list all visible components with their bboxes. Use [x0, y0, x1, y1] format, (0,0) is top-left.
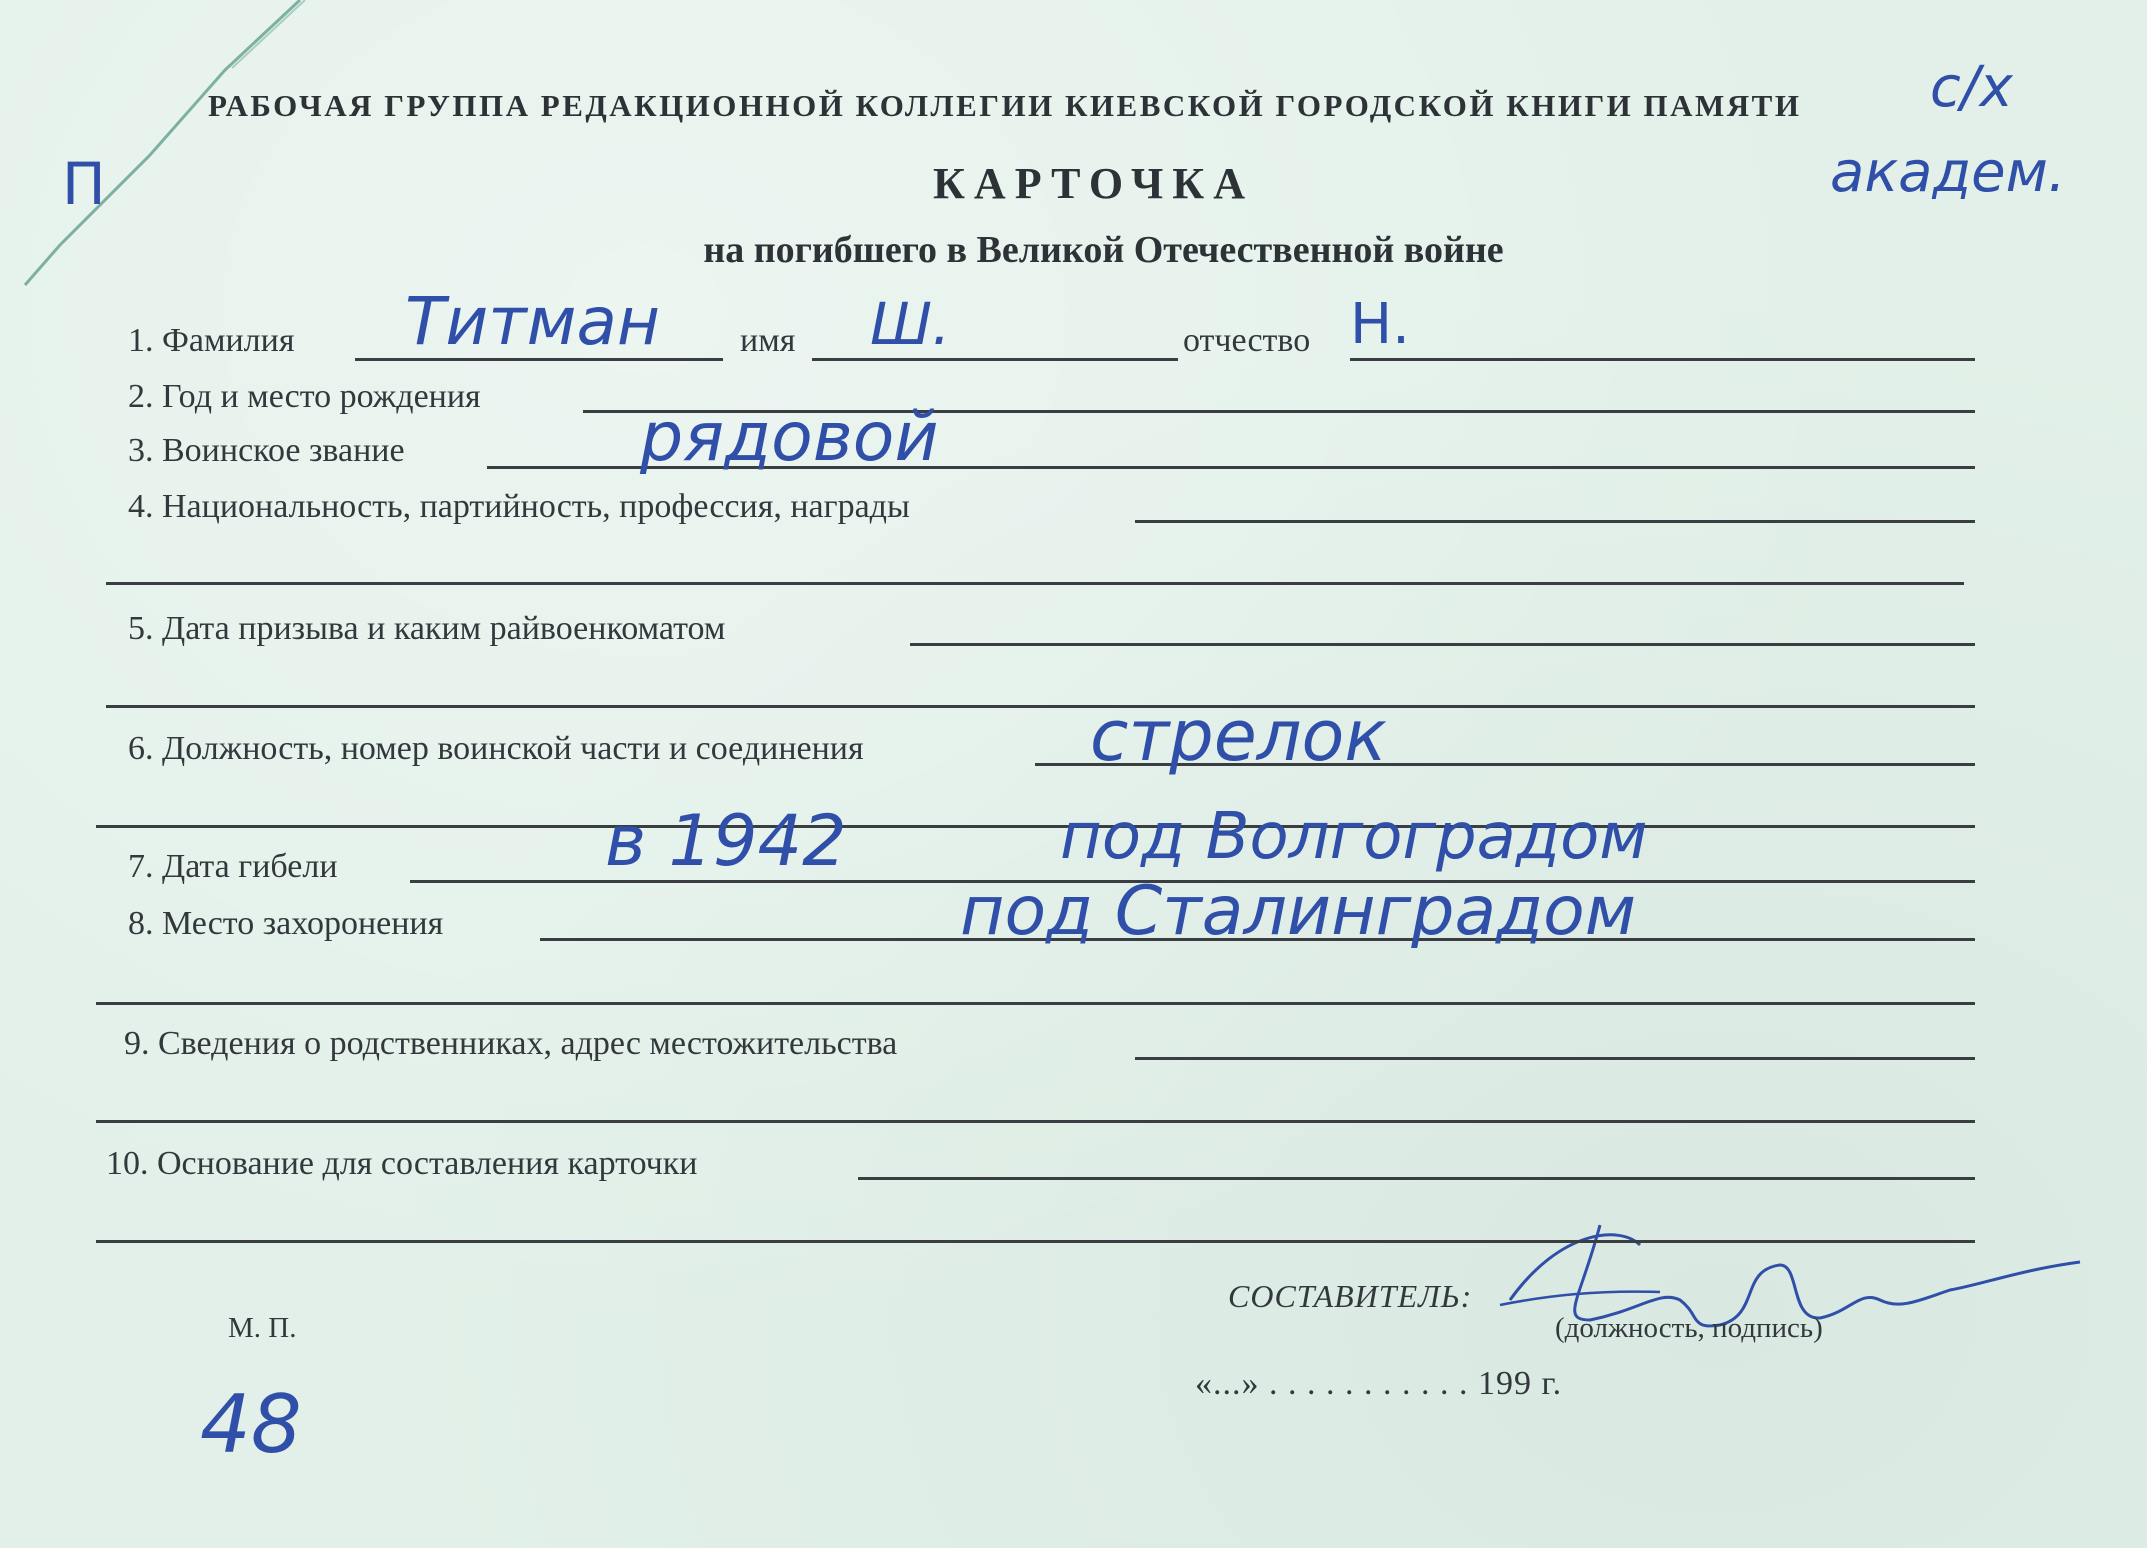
organization-header: РАБОЧАЯ ГРУППА РЕДАКЦИОННОЙ КОЛЛЕГИИ КИЕВСКОЙ ГОРОДСКОЙ КНИГИ ПАМЯТИ	[208, 88, 1802, 123]
field-position-label: 6. Должность, номер воинской части и соединения	[128, 730, 864, 767]
field-nationality-line-2	[106, 582, 1964, 585]
field-relatives-label: 9. Сведения о родственниках, адрес местожительства	[124, 1025, 898, 1062]
top-left-mark: П	[62, 150, 106, 218]
field-conscription-line	[910, 643, 1975, 646]
field-basis-line	[858, 1177, 1975, 1180]
patronymic-value: Н.	[1350, 292, 1410, 357]
field-patronymic-line	[1350, 358, 1975, 361]
top-right-mark-2: академ.	[1830, 140, 2066, 205]
top-right-mark-1: с/х	[1930, 55, 2013, 120]
field-burial-line-2	[96, 1002, 1975, 1005]
field-relatives-line	[1135, 1057, 1975, 1060]
field-basis-line-2	[96, 1240, 1975, 1243]
name-value: Ш.	[870, 290, 951, 358]
field-rank-label: 3. Воинское звание	[128, 432, 405, 469]
field-birth-label: 2. Год и место рождения	[128, 378, 481, 415]
card-subtitle: на погибшего в Великой Отечественной войне	[703, 229, 1504, 271]
field-conscription-label: 5. Дата призыва и каким райвоенкоматом	[128, 610, 726, 647]
position-signature-label: (должность, подпись)	[1555, 1312, 1823, 1344]
field-death-date-label: 7. Дата гибели	[128, 848, 338, 885]
field-basis-label: 10. Основание для составления карточки	[106, 1145, 698, 1182]
field-patronymic-label: отчество	[1183, 322, 1311, 359]
field-name-line	[812, 358, 1178, 361]
signature-underline	[1500, 1292, 1660, 1305]
compiler-label: СОСТАВИТЕЛЬ:	[1228, 1278, 1473, 1314]
stamp-place-label: М. П.	[228, 1312, 297, 1344]
field-position-line-2	[96, 825, 1975, 828]
field-nationality-label: 4. Национальность, партийность, профессия, награды	[128, 488, 910, 525]
rank-value: рядовой	[640, 398, 939, 477]
position-value: стрелок	[1090, 695, 1387, 777]
green-pen-stroke-2	[232, 0, 305, 68]
field-name-label: имя	[740, 322, 796, 359]
death-place-value: под Волгоградом	[1060, 800, 1648, 874]
card-title: КАРТОЧКА	[933, 159, 1254, 208]
field-nationality-line	[1135, 520, 1975, 523]
field-relatives-line-2	[96, 1120, 1975, 1123]
field-burial-label: 8. Место захоронения	[128, 905, 444, 942]
burial-value: под Сталинградом	[960, 872, 1637, 951]
death-date-value: в 1942	[605, 800, 847, 882]
field-conscription-line-2	[106, 705, 1975, 708]
field-surname-label: 1. Фамилия	[128, 322, 295, 359]
date-line: «...» . . . . . . . . . . . 199 г.	[1195, 1365, 1563, 1402]
card-number: 48	[200, 1378, 302, 1471]
surname-value: Титман	[405, 283, 661, 360]
